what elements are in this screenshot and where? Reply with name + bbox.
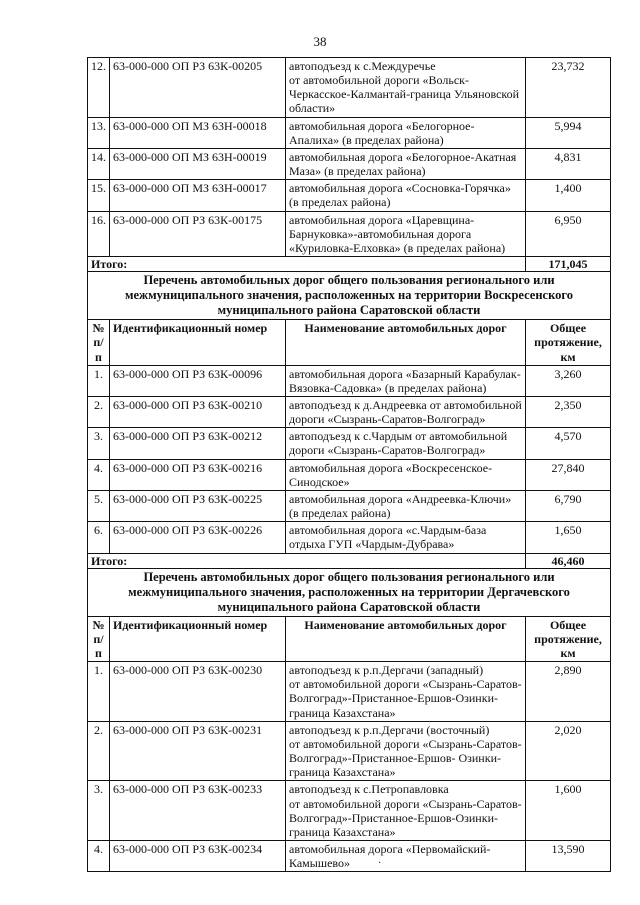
row-number: 15.	[88, 180, 110, 211]
row-number: 3.	[88, 428, 110, 459]
road-id: 63-000-000 ОП МЗ 63Н-00019	[110, 148, 286, 179]
row-number: 13.	[88, 117, 110, 148]
road-id: 63-000-000 ОП РЗ 63К-00225	[110, 490, 286, 521]
row-number: 2.	[88, 721, 110, 781]
table-row	[88, 428, 611, 459]
row-number: 3.	[88, 781, 110, 841]
header-length: Общее протяжение, км	[526, 616, 611, 661]
table-row	[88, 396, 611, 427]
road-name: автомобильная дорога «Первомайский-Камышево»	[286, 841, 526, 872]
road-length: 13,590	[526, 841, 611, 872]
road-length: 2,890	[526, 662, 611, 722]
road-name: автомобильная дорога «Базарный Карабулак-Вязовка-Садовка» (в пределах района)	[286, 365, 526, 396]
road-length: 1,650	[526, 522, 611, 553]
total-value: 171,045	[526, 257, 611, 272]
road-name: автомобильная дорога «Белогорное-Акатная Маза» (в пределах района)	[286, 148, 526, 179]
road-name: автомобильная дорога «Сосновка-Горячка» (в пределах района)	[286, 180, 526, 211]
row-number: 2.	[88, 396, 110, 427]
table-row	[88, 841, 611, 872]
table-row	[88, 117, 611, 148]
road-id: 63-000-000 ОП РЗ 63К-00231	[110, 721, 286, 781]
table-row	[88, 781, 611, 841]
table-row	[88, 490, 611, 521]
road-length: 2,020	[526, 721, 611, 781]
scan-mark: ·	[378, 858, 382, 869]
road-length: 23,732	[526, 58, 611, 118]
road-length: 1,600	[526, 781, 611, 841]
row-number: 6.	[88, 522, 110, 553]
row-number: 5.	[88, 490, 110, 521]
road-id: 63-000-000 ОП РЗ 63К-00216	[110, 459, 286, 490]
header-id: Идентификационный номер	[110, 616, 286, 661]
header-number: № п/п	[88, 320, 110, 365]
road-id: 63-000-000 ОП РЗ 63К-00212	[110, 428, 286, 459]
table-row	[88, 365, 611, 396]
table-row	[88, 459, 611, 490]
road-length: 4,831	[526, 148, 611, 179]
road-name: автомобильная дорога «Воскресенское-Синодское»	[286, 459, 526, 490]
row-number: 12.	[88, 58, 110, 118]
section-title-row	[88, 568, 611, 616]
section-title: Перечень автомобильных дорог общего пользования регионального или межмуниципального значения, расположенных на территории Дергачевского муниципального района Саратовской области	[88, 568, 611, 616]
road-id: 63-000-000 ОП РЗ 63К-00096	[110, 365, 286, 396]
road-length: 2,350	[526, 396, 611, 427]
row-number: 1.	[88, 662, 110, 722]
road-id: 63-000-000 ОП РЗ 63К-00175	[110, 211, 286, 256]
road-id: 63-000-000 ОП РЗ 63К-00234	[110, 841, 286, 872]
road-id: 63-000-000 ОП РЗ 63К-00205	[110, 58, 286, 118]
road-length: 6,950	[526, 211, 611, 256]
road-name: автоподъезд к р.п.Дергачи (западный) от автомобильной дороги «Сызрань-Саратов-Волгоград»-Пристанное-Ершов-Озинки-граница Казахстана»	[286, 662, 526, 722]
total-row	[88, 257, 611, 272]
table-row	[88, 721, 611, 781]
road-name: автоподъезд к с.Петропавловка от автомобильной дороги «Сызрань-Саратов-Волгоград»-Пристанное-Ершов-Озинки-граница Казахстана»	[286, 781, 526, 841]
header-name: Наименование автомобильных дорог	[286, 616, 526, 661]
row-number: 14.	[88, 148, 110, 179]
table-row	[88, 662, 611, 722]
road-name: автомобильная дорога «Андреевка-Ключи» (в пределах района)	[286, 490, 526, 521]
table-row	[88, 148, 611, 179]
total-label: Итого:	[88, 553, 526, 568]
total-value: 46,460	[526, 553, 611, 568]
table-row	[88, 180, 611, 211]
road-name: автоподъезд к с.Чардым от автомобильной дороги «Сызрань-Саратов-Волгоград»	[286, 428, 526, 459]
road-id: 63-000-000 ОП МЗ 63Н-00018	[110, 117, 286, 148]
total-label: Итого:	[88, 257, 526, 272]
row-number: 4.	[88, 841, 110, 872]
section-title: Перечень автомобильных дорог общего пользования регионального или межмуниципального значения, расположенных на территории Воскресенского муниципального района Саратовской области	[88, 272, 611, 320]
header-number: № п/п	[88, 616, 110, 661]
road-name: автоподъезд к д.Андреевка от автомобильной дороги «Сызрань-Саратов-Волгоград»	[286, 396, 526, 427]
header-length: Общее протяжение, км	[526, 320, 611, 365]
road-id: 63-000-000 ОП РЗ 63К-00226	[110, 522, 286, 553]
road-length: 6,790	[526, 490, 611, 521]
road-length: 4,570	[526, 428, 611, 459]
header-name: Наименование автомобильных дорог	[286, 320, 526, 365]
road-name: автоподъезд к р.п.Дергачи (восточный) от автомобильной дороги «Сызрань-Саратов-Волгоград»-Пристанное-Ершов- Озинки-граница Казахстана»	[286, 721, 526, 781]
page-number: 38	[313, 34, 327, 49]
table-row	[88, 522, 611, 553]
road-id: 63-000-000 ОП РЗ 63К-00230	[110, 662, 286, 722]
road-length: 1,400	[526, 180, 611, 211]
road-name: автомобильная дорога «Белогорное-Апалиха» (в пределах района)	[286, 117, 526, 148]
road-length: 5,994	[526, 117, 611, 148]
row-number: 16.	[88, 211, 110, 256]
table-header	[88, 616, 611, 661]
road-id: 63-000-000 ОП МЗ 63Н-00017	[110, 180, 286, 211]
road-name: автомобильная дорога «с.Чардым-база отдыха ГУП «Чардым-Дубрава»	[286, 522, 526, 553]
road-id: 63-000-000 ОП РЗ 63К-00210	[110, 396, 286, 427]
table-header	[88, 320, 611, 365]
road-length: 27,840	[526, 459, 611, 490]
roads-table	[87, 57, 611, 872]
table-row	[88, 58, 611, 118]
road-name: автоподъезд к с.Междуречье от автомобильной дороги «Вольск-Черкасское-Калмантай-граница Ульяновской области»	[286, 58, 526, 118]
road-name: автомобильная дорога «Царевщина-Барнуковка»-автомобильная дорога «Куриловка-Елховка» (в пределах района)	[286, 211, 526, 256]
header-id: Идентификационный номер	[110, 320, 286, 365]
table-row	[88, 211, 611, 256]
road-length: 3,260	[526, 365, 611, 396]
section-title-row	[88, 272, 611, 320]
road-id: 63-000-000 ОП РЗ 63К-00233	[110, 781, 286, 841]
row-number: 1.	[88, 365, 110, 396]
row-number: 4.	[88, 459, 110, 490]
total-row	[88, 553, 611, 568]
